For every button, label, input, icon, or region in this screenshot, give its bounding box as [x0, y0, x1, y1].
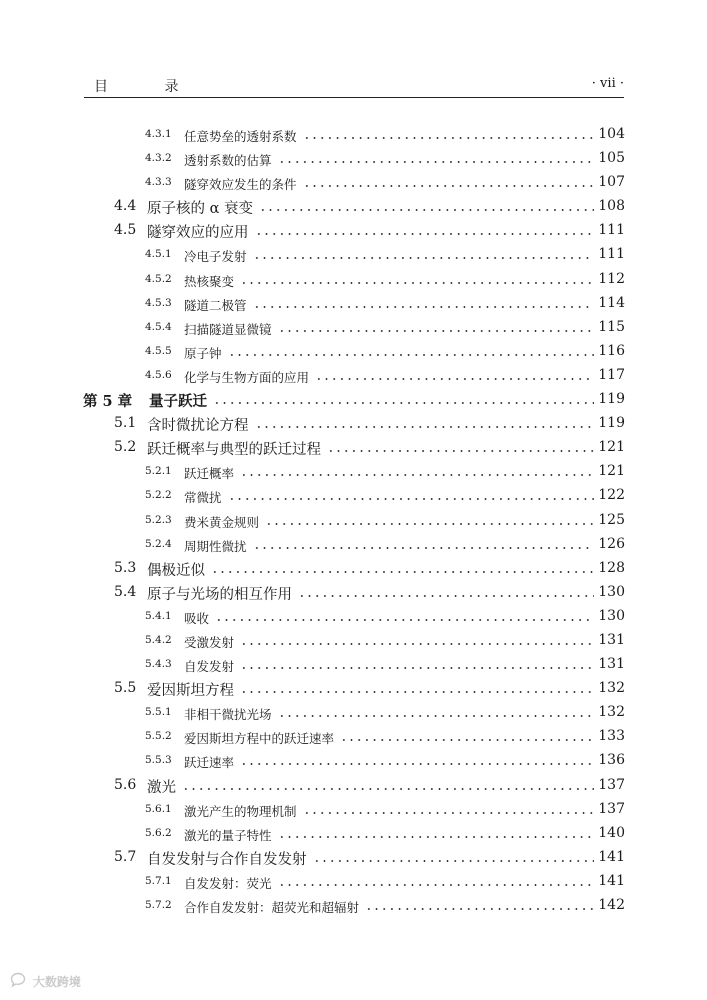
toc-entry	[0, 510, 707, 534]
toc-entry	[0, 799, 707, 823]
toc-entry	[0, 630, 707, 654]
toc-entry	[0, 750, 707, 774]
toc-entry	[0, 220, 707, 244]
toc-dot-leader	[215, 619, 594, 621]
toc-entry-page: 122	[598, 487, 625, 504]
toc-dot-leader	[240, 667, 594, 669]
toc-entry	[0, 413, 707, 437]
page-header	[84, 76, 624, 96]
toc-entry-number: 4.3.3	[145, 176, 172, 189]
toc-entry-number: 5.5.2	[145, 730, 172, 743]
toc-entry	[0, 269, 707, 293]
toc-entry-title: 激光产生的物理机制	[184, 803, 297, 819]
toc-entry-number: 第 5 章	[83, 393, 133, 411]
toc-entry-title: 跃迁概率与典型的跃迁过程	[147, 442, 321, 459]
toc-entry-page: 141	[598, 848, 625, 865]
toc-entry-title: 跃迁速率	[184, 755, 235, 771]
toc-entry	[0, 678, 707, 702]
toc-entry-page: 108	[598, 198, 625, 215]
toc-dot-leader	[182, 788, 594, 790]
watermark-text: 大数跨境	[32, 975, 81, 989]
toc-entry	[0, 461, 707, 485]
toc-entry-page: 115	[598, 318, 625, 335]
toc-entry-page: 126	[598, 535, 625, 552]
toc-entry-page: 104	[598, 126, 625, 142]
toc-entry-title: 爱因斯坦方程	[147, 683, 234, 700]
toc-entry	[0, 823, 707, 847]
toc-entry-page: 142	[598, 897, 625, 913]
toc-entry	[0, 582, 707, 606]
toc-entry-title: 热核聚变	[184, 273, 235, 289]
toc-entry-number: 5.2.3	[145, 513, 172, 526]
toc-entry-page: 119	[598, 391, 625, 408]
toc-dot-leader	[278, 330, 595, 332]
toc-dot-leader	[303, 137, 595, 139]
toc-dot-leader	[255, 233, 595, 235]
toc-entry-title: 受激发射	[184, 634, 235, 650]
toc-entry	[0, 317, 707, 341]
toc-entry-number: 4.3.1	[145, 128, 172, 140]
toc-entry	[0, 871, 707, 895]
toc-entry	[0, 702, 707, 726]
toc-entry-number: 5.2	[114, 439, 137, 456]
toc-entry-title: 原子核的 α 衰变	[147, 201, 254, 218]
toc-dot-leader	[265, 523, 594, 525]
toc-dot-leader	[255, 426, 595, 428]
toc-entry	[0, 654, 707, 678]
toc-entry-title: 爱因斯坦方程中的跃迁速率	[184, 731, 335, 747]
toc-entry-title: 周期性微扰	[184, 538, 247, 554]
toc-entry-page: 111	[598, 222, 625, 239]
toc-dot-leader	[259, 209, 594, 211]
toc-entry	[0, 293, 707, 317]
header-title: 目 录	[94, 79, 205, 95]
toc-entry-number: 5.6	[114, 776, 137, 793]
toc-entry-number: 5.2.1	[145, 465, 172, 478]
toc-entry-number: 5.2.2	[145, 489, 172, 502]
toc-entry-title: 非相干微扰光场	[184, 707, 272, 723]
toc-entry	[0, 172, 707, 196]
toc-entry-page: 121	[598, 463, 625, 480]
toc-entry-number: 5.4	[114, 583, 137, 600]
toc-entry-title: 化学与生物方面的应用	[184, 369, 310, 385]
toc-entry-page: 137	[598, 800, 625, 817]
toc-entry-title: 扫描隧道显微镜	[184, 321, 272, 337]
toc-entry-title: 隧穿效应的应用	[147, 225, 249, 242]
toc-entry-number: 4.4	[114, 198, 137, 215]
toc-entry-number: 5.2.4	[145, 537, 172, 550]
toc-entry-page: 131	[598, 656, 625, 673]
toc-entry-number: 4.5.5	[145, 344, 172, 357]
toc-entry-page: 107	[598, 174, 625, 191]
toc-entry-page: 125	[598, 511, 625, 528]
toc-dot-leader	[240, 474, 594, 476]
toc-entry-page: 128	[598, 559, 625, 576]
toc-dot-leader	[253, 257, 595, 259]
toc-entry	[0, 775, 707, 799]
toc-entry-number: 5.7.1	[145, 874, 172, 887]
toc-entry-number: 5.5.1	[145, 706, 172, 719]
toc-dot-leader	[228, 498, 595, 500]
toc-entry-page: 119	[598, 415, 625, 432]
toc-entry-number: 5.1	[114, 415, 137, 432]
toc-entry	[0, 606, 707, 630]
toc-entry-title: 偶极近似	[147, 562, 205, 579]
toc-entry-page: 130	[598, 583, 625, 600]
toc-dot-leader	[211, 571, 594, 573]
toc-entry-number: 5.5.3	[145, 754, 172, 767]
toc-dot-leader	[327, 450, 594, 452]
toc-entry-number: 4.5.4	[145, 320, 172, 333]
watermark	[10, 972, 81, 992]
toc-entry-page: 111	[598, 246, 625, 263]
toc-entry	[0, 437, 707, 461]
toc-entry-page: 132	[598, 680, 625, 697]
toc-entry-number: 5.4.1	[145, 609, 172, 622]
toc-entry-title: 自发发射	[184, 659, 235, 675]
table-of-contents	[0, 124, 707, 919]
toc-dot-leader	[278, 715, 595, 717]
toc-entry-number: 4.5.3	[145, 296, 172, 309]
toc-dot-leader	[340, 739, 594, 741]
toc-dot-leader	[240, 691, 594, 693]
toc-entry-title: 量子跃迁	[149, 393, 207, 411]
toc-dot-leader	[278, 836, 595, 838]
toc-entry-page: 133	[598, 728, 625, 745]
toc-dot-leader	[303, 812, 595, 814]
toc-dot-leader	[240, 643, 594, 645]
toc-entry-title: 自发发射与合作自发发射	[147, 851, 307, 868]
toc-entry-title: 激光的量子特性	[184, 827, 272, 843]
toc-entry-number: 4.5.1	[145, 248, 172, 261]
toc-entry	[0, 148, 707, 172]
toc-dot-leader	[228, 354, 595, 356]
toc-entry-page: 116	[598, 342, 625, 359]
toc-entry-number: 5.7.2	[145, 899, 172, 911]
toc-entry-number: 5.4.3	[145, 658, 172, 671]
toc-entry-title: 任意势垒的透射系数	[184, 129, 297, 144]
toc-dot-leader	[315, 378, 594, 380]
toc-entry-number: 5.5	[114, 680, 137, 697]
toc-dot-leader	[365, 908, 594, 910]
toc-entry-number: 5.6.2	[145, 826, 172, 839]
toc-entry	[0, 726, 707, 750]
toc-entry-page: 121	[598, 439, 625, 456]
toc-entry-title: 自发发射：荧光	[184, 875, 272, 891]
toc-entry	[0, 389, 707, 413]
toc-entry-number: 5.6.1	[145, 802, 172, 815]
toc-entry-number: 4.3.2	[145, 152, 172, 165]
toc-entry-page: 141	[598, 872, 625, 889]
toc-entry-page: 130	[598, 607, 625, 624]
toc-dot-leader	[313, 860, 595, 862]
toc-entry-title: 吸收	[184, 610, 210, 626]
toc-entry	[0, 196, 707, 220]
toc-entry-page: 114	[598, 294, 625, 311]
toc-entry-title: 合作自发发射：超荧光和超辐射	[184, 900, 360, 915]
toc-entry-page: 117	[598, 366, 625, 383]
toc-entry-title: 原子与光场的相互作用	[147, 586, 292, 603]
toc-entry	[0, 244, 707, 268]
toc-entry	[0, 847, 707, 871]
toc-entry-title: 费米黄金规则	[184, 514, 260, 530]
toc-dot-leader	[240, 282, 594, 284]
toc-entry-title: 隧穿效应发生的条件	[184, 177, 297, 193]
toc-dot-leader	[278, 884, 595, 886]
toc-entry-number: 5.4.2	[145, 633, 172, 646]
toc-entry	[0, 124, 707, 148]
toc-entry	[0, 341, 707, 365]
toc-dot-leader	[298, 595, 594, 597]
toc-entry-page: 131	[598, 631, 625, 648]
toc-dot-leader	[278, 161, 595, 163]
toc-dot-leader	[253, 306, 595, 308]
chat-bubble-icon	[10, 972, 26, 991]
toc-entry-page: 136	[598, 752, 625, 769]
toc-entry-page: 140	[598, 824, 625, 841]
toc-dot-leader	[253, 547, 595, 549]
toc-entry-title: 跃迁概率	[184, 466, 235, 482]
toc-entry-title: 隧道二极管	[184, 297, 247, 313]
toc-entry-page: 137	[598, 776, 625, 793]
toc-entry-page: 105	[598, 150, 625, 167]
toc-entry-number: 5.7	[114, 848, 137, 865]
toc-dot-leader	[213, 402, 594, 404]
toc-entry-title: 含时微扰论方程	[147, 418, 249, 435]
toc-entry	[0, 558, 707, 582]
toc-entry-number: 4.5.2	[145, 272, 172, 285]
toc-entry-number: 4.5	[114, 222, 137, 239]
toc-entry-title: 激光	[147, 779, 176, 796]
toc-entry-title: 冷电子发射	[184, 249, 247, 265]
toc-entry-number: 5.3	[114, 559, 137, 576]
toc-entry	[0, 895, 707, 919]
toc-entry	[0, 534, 707, 558]
toc-entry-title: 透射系数的估算	[184, 153, 272, 169]
toc-entry-title: 原子钟	[184, 345, 222, 361]
toc-entry-page: 112	[598, 270, 625, 287]
toc-entry	[0, 365, 707, 389]
toc-entry-page: 132	[598, 704, 625, 721]
header-rule	[84, 97, 624, 98]
toc-entry	[0, 485, 707, 509]
toc-dot-leader	[240, 763, 594, 765]
toc-entry-number: 4.5.6	[145, 368, 172, 381]
toc-dot-leader	[303, 185, 595, 187]
toc-entry-title: 常微扰	[184, 490, 222, 506]
header-page-number: · vii ·	[591, 76, 624, 91]
